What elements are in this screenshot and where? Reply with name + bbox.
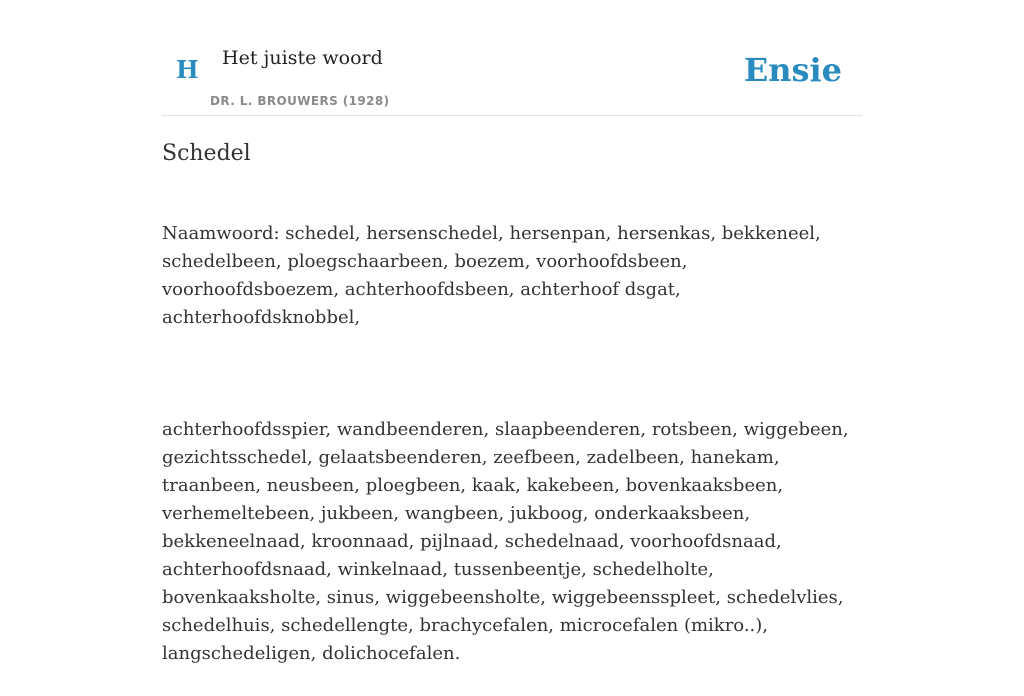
entry-body (162, 192, 862, 696)
page-container (162, 0, 862, 664)
book-badge-icon[interactable]: H (176, 55, 199, 84)
entry-paragraph: Naamwoord: schedel, hersenschedel, hersenpan, hersenkas, bekkeneel, schedelbeen, ploegschaarbeen, boezem, voorhoofdsbeen, voorhoofdsboezem, achterhoofdsbeen, achterhoof dsgat, achterhoofdsknobbel, (162, 223, 821, 328)
book-author: DR. L. BROUWERS (1928) (210, 94, 390, 108)
book-title-link[interactable]: Het juiste woord (222, 47, 383, 69)
ensie-logo[interactable]: Ensie (743, 51, 842, 89)
entry-paragraph: achterhoofdsspier, wandbeenderen, slaapbeenderen, rotsbeen, wiggebeen, gezichtsschedel, gelaatsbeenderen, zeefbeen, zadelbeen, hanekam, traanbeen, neusbeen, ploegbeen, kaak, kakebeen, bovenkaaksbeen, verhemeltebeen, jukbeen, wangbeen, jukboog, onderkaaksbeen, bekkeneelnaad, kroonnaad, pijlnaad, schedelnaad, voorhoofdsnaad, achterhoofdsnaad, winkelnaad, tussenbeentje, schedelholte, bovenkaaksholte, sinus, wiggebeensholte, wiggebeensspleet, schedelvlies, schedelhuis, schedellengte, brachycefalen, microcefalen (mikro..), langschedeligen, dolichocefalen. (162, 419, 849, 664)
entry-title: Schedel (162, 141, 251, 166)
book-header (162, 0, 862, 116)
paragraph-gap (162, 360, 862, 388)
